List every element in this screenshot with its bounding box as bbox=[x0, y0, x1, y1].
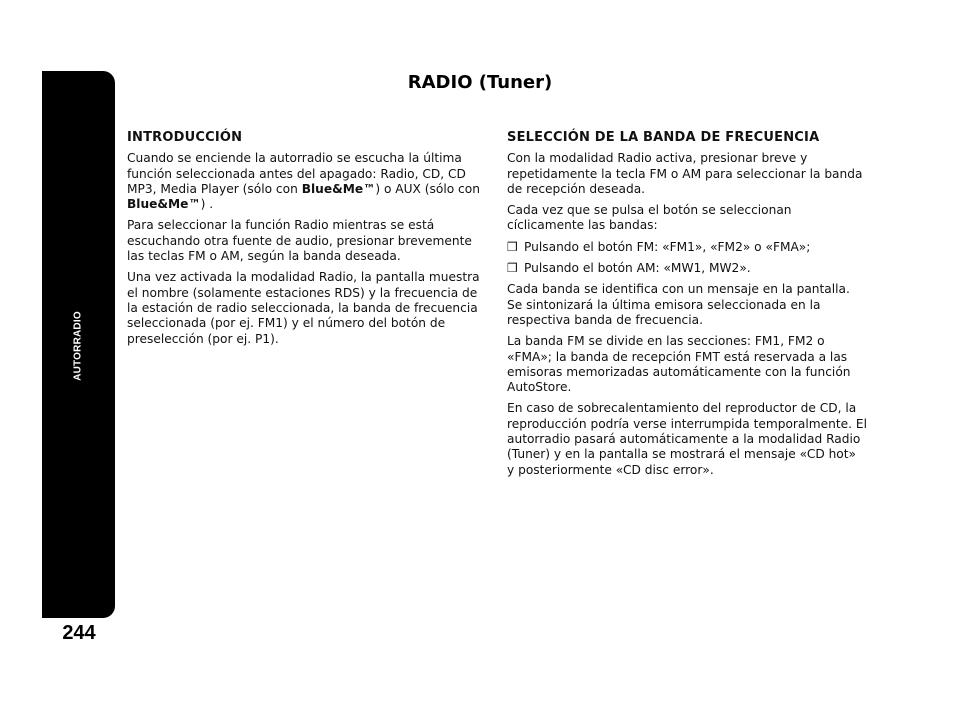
band-paragraph-3: Cada banda se identifica con un mensaje en la pantalla. Se sintonizará la última emisora seleccionada en la respectiva banda de frecuencia. bbox=[507, 282, 850, 327]
brand-name: Blue&Me™ bbox=[127, 197, 201, 212]
intro-heading: INTRODUCCIÓN bbox=[127, 130, 243, 145]
text-span: ) . bbox=[200, 197, 214, 212]
text-span: ) o AUX (sólo con bbox=[375, 181, 480, 196]
page-number: 244 bbox=[62, 622, 96, 644]
band-paragraph-1: Con la modalidad Radio activa, presionar breve y repetidamente la tecla FM o AM para seleccionar la banda de recepción deseada. bbox=[507, 151, 863, 196]
band-paragraph-2: Cada vez que se pulsa el botón se seleccionan cíclicamente las bandas: bbox=[507, 203, 792, 233]
checkbox-bullet-icon: ❒ bbox=[507, 261, 518, 276]
section-label: AUTORRADIO bbox=[72, 311, 84, 381]
band-paragraph-5: En caso de sobrecalentamiento del reproductor de CD, la reproducción podría verse interrumpida temporalmente. El autorradio pasará automáticamente a la modalidad Radio (Tuner) y en la pantalla se mostrará el mensaje «CD hot» y posteriormente «CD disc error». bbox=[507, 401, 867, 477]
bullet-text: Pulsando el botón AM: «MW1, MW2». bbox=[524, 261, 751, 276]
brand-name: Blue&Me™ bbox=[301, 181, 376, 196]
intro-paragraph-1 bbox=[127, 151, 482, 212]
right-column bbox=[507, 130, 867, 484]
intro-paragraph-3: Una vez activada la modalidad Radio, la pantalla muestra el nombre (solamente estaciones RDS) y la frecuencia de la estación de radio seleccionada, la banda de frecuencia seleccionada (por ej. FM1) y el número del botón de preselección (por ej. P1). bbox=[127, 270, 480, 346]
checkbox-bullet-icon: ❒ bbox=[507, 239, 518, 254]
page-title: RADIO (Tuner) bbox=[407, 72, 553, 93]
left-column bbox=[127, 130, 482, 353]
band-paragraph-4: La banda FM se divide en las secciones: FM1, FM2 o «FMA»; la banda de recepción FMT está reservada a las emisoras memorizadas automáticamente con la función AutoStore. bbox=[507, 334, 851, 395]
intro-paragraph-2: Para seleccionar la función Radio mientras se está escuchando otra fuente de audio, presionar brevemente las teclas FM o AM, según la banda deseada. bbox=[127, 218, 472, 264]
text-span: Cuando se enciende la autorradio se escucha la última función seleccionada antes del apagado: Radio, CD, CD MP3, Media Player (sólo con bbox=[127, 151, 466, 196]
bullet-item bbox=[507, 261, 867, 276]
bullet-item bbox=[507, 240, 867, 255]
band-heading: SELECCIÓN DE LA BANDA DE FRECUENCIA bbox=[507, 130, 820, 145]
bullet-text: Pulsando el botón FM: «FM1», «FM2» o «FMA»; bbox=[524, 239, 811, 254]
